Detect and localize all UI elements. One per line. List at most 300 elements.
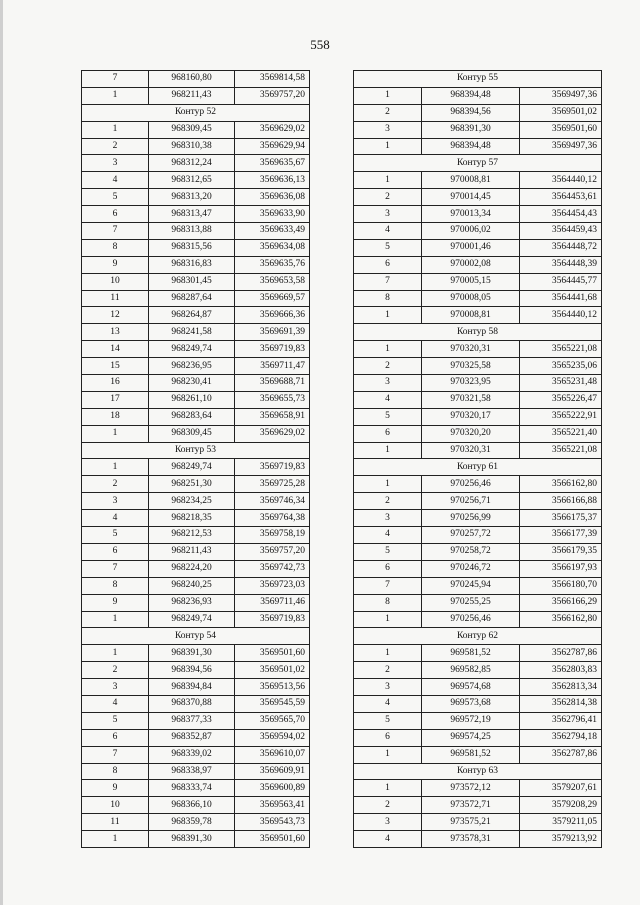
x-coordinate: 969574,68 (422, 679, 520, 696)
table-row (82, 527, 310, 544)
x-coordinate: 970256,99 (422, 510, 520, 527)
y-coordinate: 3566177,39 (520, 527, 602, 544)
y-coordinate: 3562803,83 (520, 662, 602, 679)
table-row (82, 189, 310, 206)
contour-header-row (354, 155, 602, 172)
x-coordinate: 970008,05 (422, 290, 520, 307)
y-coordinate: 3569757,20 (235, 87, 310, 104)
contour-title: Контур 55 (354, 71, 602, 88)
contour-title: Контур 53 (82, 442, 310, 459)
contour-title: Контур 54 (82, 628, 310, 645)
y-coordinate: 3565221,40 (520, 425, 602, 442)
x-coordinate: 968241,58 (149, 324, 235, 341)
table-row (82, 662, 310, 679)
y-coordinate: 3569653,58 (235, 273, 310, 290)
table-row (82, 375, 310, 392)
point-number: 2 (354, 358, 422, 375)
y-coordinate: 3566197,93 (520, 560, 602, 577)
point-number: 10 (82, 273, 149, 290)
table-row (354, 594, 602, 611)
page-edge (0, 0, 3, 905)
point-number: 12 (82, 307, 149, 324)
point-number: 4 (354, 695, 422, 712)
y-coordinate: 3562813,34 (520, 679, 602, 696)
y-coordinate: 3564440,12 (520, 172, 602, 189)
point-number: 2 (82, 138, 149, 155)
point-number: 1 (354, 307, 422, 324)
point-number: 1 (354, 138, 422, 155)
table-row (82, 543, 310, 560)
point-number: 4 (82, 695, 149, 712)
point-number: 11 (82, 290, 149, 307)
y-coordinate: 3562787,86 (520, 645, 602, 662)
table-row (82, 611, 310, 628)
table-row (82, 425, 310, 442)
y-coordinate: 3579213,92 (520, 831, 602, 848)
y-coordinate: 3564445,77 (520, 273, 602, 290)
point-number: 6 (354, 560, 422, 577)
y-coordinate: 3569758,19 (235, 527, 310, 544)
point-number: 17 (82, 391, 149, 408)
point-number: 3 (82, 493, 149, 510)
point-number: 7 (354, 273, 422, 290)
y-coordinate: 3579208,29 (520, 797, 602, 814)
point-number: 2 (354, 662, 422, 679)
table-row (82, 273, 310, 290)
table-row (354, 307, 602, 324)
table-body-right (354, 71, 602, 848)
y-coordinate: 3569742,73 (235, 560, 310, 577)
x-coordinate: 968261,10 (149, 391, 235, 408)
y-coordinate: 3564441,68 (520, 290, 602, 307)
point-number: 8 (82, 239, 149, 256)
point-number: 2 (82, 662, 149, 679)
table-row (354, 273, 602, 290)
table-row (82, 459, 310, 476)
point-number: 18 (82, 408, 149, 425)
y-coordinate: 3569501,60 (235, 645, 310, 662)
x-coordinate: 970005,15 (422, 273, 520, 290)
point-number: 5 (354, 712, 422, 729)
y-coordinate: 3564448,39 (520, 256, 602, 273)
point-number: 3 (354, 206, 422, 223)
point-number: 2 (354, 797, 422, 814)
point-number: 3 (354, 375, 422, 392)
point-number: 3 (354, 679, 422, 696)
y-coordinate: 3569501,02 (520, 104, 602, 121)
point-number: 5 (354, 543, 422, 560)
point-number: 5 (82, 527, 149, 544)
x-coordinate: 968394,48 (422, 87, 520, 104)
x-coordinate: 969574,25 (422, 729, 520, 746)
table-row (354, 172, 602, 189)
table-row (354, 780, 602, 797)
x-coordinate: 968394,48 (422, 138, 520, 155)
y-coordinate: 3569609,91 (235, 763, 310, 780)
y-coordinate: 3569711,46 (235, 594, 310, 611)
contour-title: Контур 57 (354, 155, 602, 172)
table-row (82, 679, 310, 696)
y-coordinate: 3569543,73 (235, 814, 310, 831)
x-coordinate: 969581,52 (422, 746, 520, 763)
y-coordinate: 3569629,94 (235, 138, 310, 155)
point-number: 4 (354, 527, 422, 544)
point-number: 1 (82, 459, 149, 476)
table-row (82, 476, 310, 493)
y-coordinate: 3569635,67 (235, 155, 310, 172)
y-coordinate: 3566162,80 (520, 476, 602, 493)
table-row (354, 442, 602, 459)
point-number: 4 (354, 831, 422, 848)
table-row (82, 577, 310, 594)
y-coordinate: 3569635,76 (235, 256, 310, 273)
y-coordinate: 3569633,90 (235, 206, 310, 223)
table-row (82, 307, 310, 324)
x-coordinate: 968301,45 (149, 273, 235, 290)
point-number: 8 (82, 577, 149, 594)
y-coordinate: 3569497,36 (520, 87, 602, 104)
x-coordinate: 970013,34 (422, 206, 520, 223)
contour-title: Контур 58 (354, 324, 602, 341)
x-coordinate: 968316,83 (149, 256, 235, 273)
x-coordinate: 970008,81 (422, 307, 520, 324)
table-row (354, 831, 602, 848)
y-coordinate: 3569719,83 (235, 611, 310, 628)
y-coordinate: 3565226,47 (520, 391, 602, 408)
page-number: 558 (310, 37, 330, 52)
x-coordinate: 969573,68 (422, 695, 520, 712)
x-coordinate: 968333,74 (149, 780, 235, 797)
point-number: 1 (354, 476, 422, 493)
contour-title: Контур 52 (82, 104, 310, 121)
table-row (354, 560, 602, 577)
table-row (82, 256, 310, 273)
point-number: 6 (354, 256, 422, 273)
x-coordinate: 968212,53 (149, 527, 235, 544)
table-row (354, 206, 602, 223)
y-coordinate: 3564459,43 (520, 223, 602, 240)
table-row (354, 358, 602, 375)
table-row (82, 729, 310, 746)
table-row (354, 662, 602, 679)
table-row (354, 746, 602, 763)
x-coordinate: 969581,52 (422, 645, 520, 662)
x-coordinate: 968211,43 (149, 543, 235, 560)
y-coordinate: 3569725,28 (235, 476, 310, 493)
table-row (82, 510, 310, 527)
x-coordinate: 970006,02 (422, 223, 520, 240)
x-coordinate: 968315,56 (149, 239, 235, 256)
point-number: 5 (354, 408, 422, 425)
contour-header-row (82, 442, 310, 459)
point-number: 7 (82, 746, 149, 763)
point-number: 1 (82, 611, 149, 628)
y-coordinate: 3569636,13 (235, 172, 310, 189)
table-row (82, 408, 310, 425)
point-number: 7 (354, 577, 422, 594)
table-row (354, 695, 602, 712)
x-coordinate: 968377,33 (149, 712, 235, 729)
y-coordinate: 3569757,20 (235, 543, 310, 560)
x-coordinate: 970008,81 (422, 172, 520, 189)
y-coordinate: 3565221,08 (520, 442, 602, 459)
y-coordinate: 3569636,08 (235, 189, 310, 206)
point-number: 3 (354, 510, 422, 527)
x-coordinate: 968310,38 (149, 138, 235, 155)
x-coordinate: 968312,24 (149, 155, 235, 172)
contour-header-row (354, 324, 602, 341)
table-row (354, 493, 602, 510)
table-row (82, 746, 310, 763)
x-coordinate: 968394,56 (422, 104, 520, 121)
x-coordinate: 970320,31 (422, 341, 520, 358)
point-number: 7 (82, 71, 149, 88)
coordinates-table-left (81, 70, 310, 848)
x-coordinate: 970002,08 (422, 256, 520, 273)
table-row (354, 87, 602, 104)
x-coordinate: 968391,30 (149, 645, 235, 662)
point-number: 2 (354, 104, 422, 121)
y-coordinate: 3562814,38 (520, 695, 602, 712)
table-row (354, 138, 602, 155)
y-coordinate: 3566175,37 (520, 510, 602, 527)
x-coordinate: 968394,56 (149, 662, 235, 679)
point-number: 1 (82, 645, 149, 662)
point-number: 7 (82, 560, 149, 577)
point-number: 8 (354, 290, 422, 307)
x-coordinate: 968236,95 (149, 358, 235, 375)
x-coordinate: 968312,65 (149, 172, 235, 189)
point-number: 1 (82, 87, 149, 104)
y-coordinate: 3569634,08 (235, 239, 310, 256)
table-row (82, 172, 310, 189)
contour-header-row (82, 628, 310, 645)
point-number: 1 (354, 645, 422, 662)
contour-header-row (354, 763, 602, 780)
table-row (354, 391, 602, 408)
table-row (354, 510, 602, 527)
y-coordinate: 3569814,58 (235, 71, 310, 88)
point-number: 1 (82, 121, 149, 138)
y-coordinate: 3569746,34 (235, 493, 310, 510)
point-number: 3 (354, 814, 422, 831)
x-coordinate: 970320,20 (422, 425, 520, 442)
x-coordinate: 968313,20 (149, 189, 235, 206)
y-coordinate: 3569688,71 (235, 375, 310, 392)
table-row (82, 239, 310, 256)
point-number: 6 (354, 425, 422, 442)
point-number: 6 (82, 729, 149, 746)
table-row (354, 645, 602, 662)
x-coordinate: 968359,78 (149, 814, 235, 831)
x-coordinate: 968249,74 (149, 341, 235, 358)
point-number: 6 (82, 206, 149, 223)
x-coordinate: 968309,45 (149, 121, 235, 138)
table-row (82, 341, 310, 358)
y-coordinate: 3569594,02 (235, 729, 310, 746)
contour-header-row (354, 628, 602, 645)
table-row (82, 712, 310, 729)
point-number: 1 (82, 425, 149, 442)
y-coordinate: 3564453,61 (520, 189, 602, 206)
point-number: 16 (82, 375, 149, 392)
y-coordinate: 3565222,91 (520, 408, 602, 425)
x-coordinate: 968287,64 (149, 290, 235, 307)
point-number: 2 (354, 189, 422, 206)
table-row (82, 831, 310, 848)
y-coordinate: 3569719,83 (235, 341, 310, 358)
coordinates-table-right (353, 70, 602, 848)
y-coordinate: 3569633,49 (235, 223, 310, 240)
y-coordinate: 3569513,56 (235, 679, 310, 696)
point-number: 1 (354, 611, 422, 628)
point-number: 1 (354, 746, 422, 763)
x-coordinate: 968234,25 (149, 493, 235, 510)
table-row (82, 695, 310, 712)
table-row (354, 527, 602, 544)
point-number: 14 (82, 341, 149, 358)
point-number: 7 (82, 223, 149, 240)
point-number: 1 (354, 780, 422, 797)
point-number: 4 (82, 172, 149, 189)
x-coordinate: 973572,71 (422, 797, 520, 814)
x-coordinate: 970323,95 (422, 375, 520, 392)
table-row (354, 476, 602, 493)
contour-header-row (354, 71, 602, 88)
y-coordinate: 3579211,05 (520, 814, 602, 831)
x-coordinate: 968211,43 (149, 87, 235, 104)
table-body-left (82, 71, 310, 848)
y-coordinate: 3562796,41 (520, 712, 602, 729)
table-row (82, 206, 310, 223)
contour-header-row (354, 459, 602, 476)
table-row (354, 239, 602, 256)
table-row (82, 814, 310, 831)
x-coordinate: 973578,31 (422, 831, 520, 848)
y-coordinate: 3569629,02 (235, 121, 310, 138)
point-number: 11 (82, 814, 149, 831)
x-coordinate: 968394,84 (149, 679, 235, 696)
y-coordinate: 3569501,60 (520, 121, 602, 138)
table-row (354, 189, 602, 206)
point-number: 6 (354, 729, 422, 746)
x-coordinate: 968313,47 (149, 206, 235, 223)
table-row (354, 425, 602, 442)
y-coordinate: 3569501,02 (235, 662, 310, 679)
x-coordinate: 968218,35 (149, 510, 235, 527)
x-coordinate: 968313,88 (149, 223, 235, 240)
x-coordinate: 970258,72 (422, 543, 520, 560)
x-coordinate: 968240,25 (149, 577, 235, 594)
y-coordinate: 3569658,91 (235, 408, 310, 425)
y-coordinate: 3564454,43 (520, 206, 602, 223)
point-number: 9 (82, 594, 149, 611)
table-row (82, 358, 310, 375)
point-number: 13 (82, 324, 149, 341)
point-number: 1 (354, 172, 422, 189)
y-coordinate: 3566166,29 (520, 594, 602, 611)
point-number: 1 (82, 831, 149, 848)
table-row (354, 577, 602, 594)
x-coordinate: 970014,45 (422, 189, 520, 206)
point-number: 5 (82, 189, 149, 206)
x-coordinate: 969572,19 (422, 712, 520, 729)
point-number: 1 (354, 442, 422, 459)
point-number: 3 (354, 121, 422, 138)
x-coordinate: 968339,02 (149, 746, 235, 763)
table-row (82, 324, 310, 341)
x-coordinate: 970256,46 (422, 476, 520, 493)
point-number: 4 (354, 391, 422, 408)
x-coordinate: 970320,31 (422, 442, 520, 459)
point-number: 5 (354, 239, 422, 256)
table-row (82, 71, 310, 88)
x-coordinate: 970325,58 (422, 358, 520, 375)
x-coordinate: 968366,10 (149, 797, 235, 814)
y-coordinate: 3565221,08 (520, 341, 602, 358)
table-row (354, 104, 602, 121)
y-coordinate: 3569610,07 (235, 746, 310, 763)
table-row (354, 712, 602, 729)
table-row (82, 223, 310, 240)
point-number: 8 (354, 594, 422, 611)
x-coordinate: 968230,41 (149, 375, 235, 392)
table-row (82, 763, 310, 780)
y-coordinate: 3566162,80 (520, 611, 602, 628)
y-coordinate: 3564440,12 (520, 307, 602, 324)
point-number: 2 (82, 476, 149, 493)
x-coordinate: 968251,30 (149, 476, 235, 493)
y-coordinate: 3564448,72 (520, 239, 602, 256)
y-coordinate: 3569600,89 (235, 780, 310, 797)
table-row (354, 223, 602, 240)
y-coordinate: 3569719,83 (235, 459, 310, 476)
point-number: 6 (82, 543, 149, 560)
x-coordinate: 969582,85 (422, 662, 520, 679)
table-row (82, 138, 310, 155)
y-coordinate: 3569497,36 (520, 138, 602, 155)
point-number: 1 (354, 341, 422, 358)
table-row (82, 797, 310, 814)
y-coordinate: 3569629,02 (235, 425, 310, 442)
y-coordinate: 3569501,60 (235, 831, 310, 848)
y-coordinate: 3566166,88 (520, 493, 602, 510)
y-coordinate: 3566179,35 (520, 543, 602, 560)
y-coordinate: 3562794,18 (520, 729, 602, 746)
table-row (82, 155, 310, 172)
point-number: 3 (82, 155, 149, 172)
y-coordinate: 3569723,03 (235, 577, 310, 594)
y-coordinate: 3569691,39 (235, 324, 310, 341)
x-coordinate: 968249,74 (149, 459, 235, 476)
y-coordinate: 3569545,59 (235, 695, 310, 712)
table-row (82, 645, 310, 662)
table-row (82, 594, 310, 611)
x-coordinate: 968224,20 (149, 560, 235, 577)
x-coordinate: 970257,72 (422, 527, 520, 544)
contour-header-row (82, 104, 310, 121)
x-coordinate: 973575,21 (422, 814, 520, 831)
table-row (354, 290, 602, 307)
x-coordinate: 970255,25 (422, 594, 520, 611)
y-coordinate: 3569563,41 (235, 797, 310, 814)
point-number: 3 (82, 679, 149, 696)
point-number: 2 (354, 493, 422, 510)
point-number: 1 (354, 87, 422, 104)
x-coordinate: 968338,97 (149, 763, 235, 780)
x-coordinate: 968283,64 (149, 408, 235, 425)
point-number: 9 (82, 780, 149, 797)
